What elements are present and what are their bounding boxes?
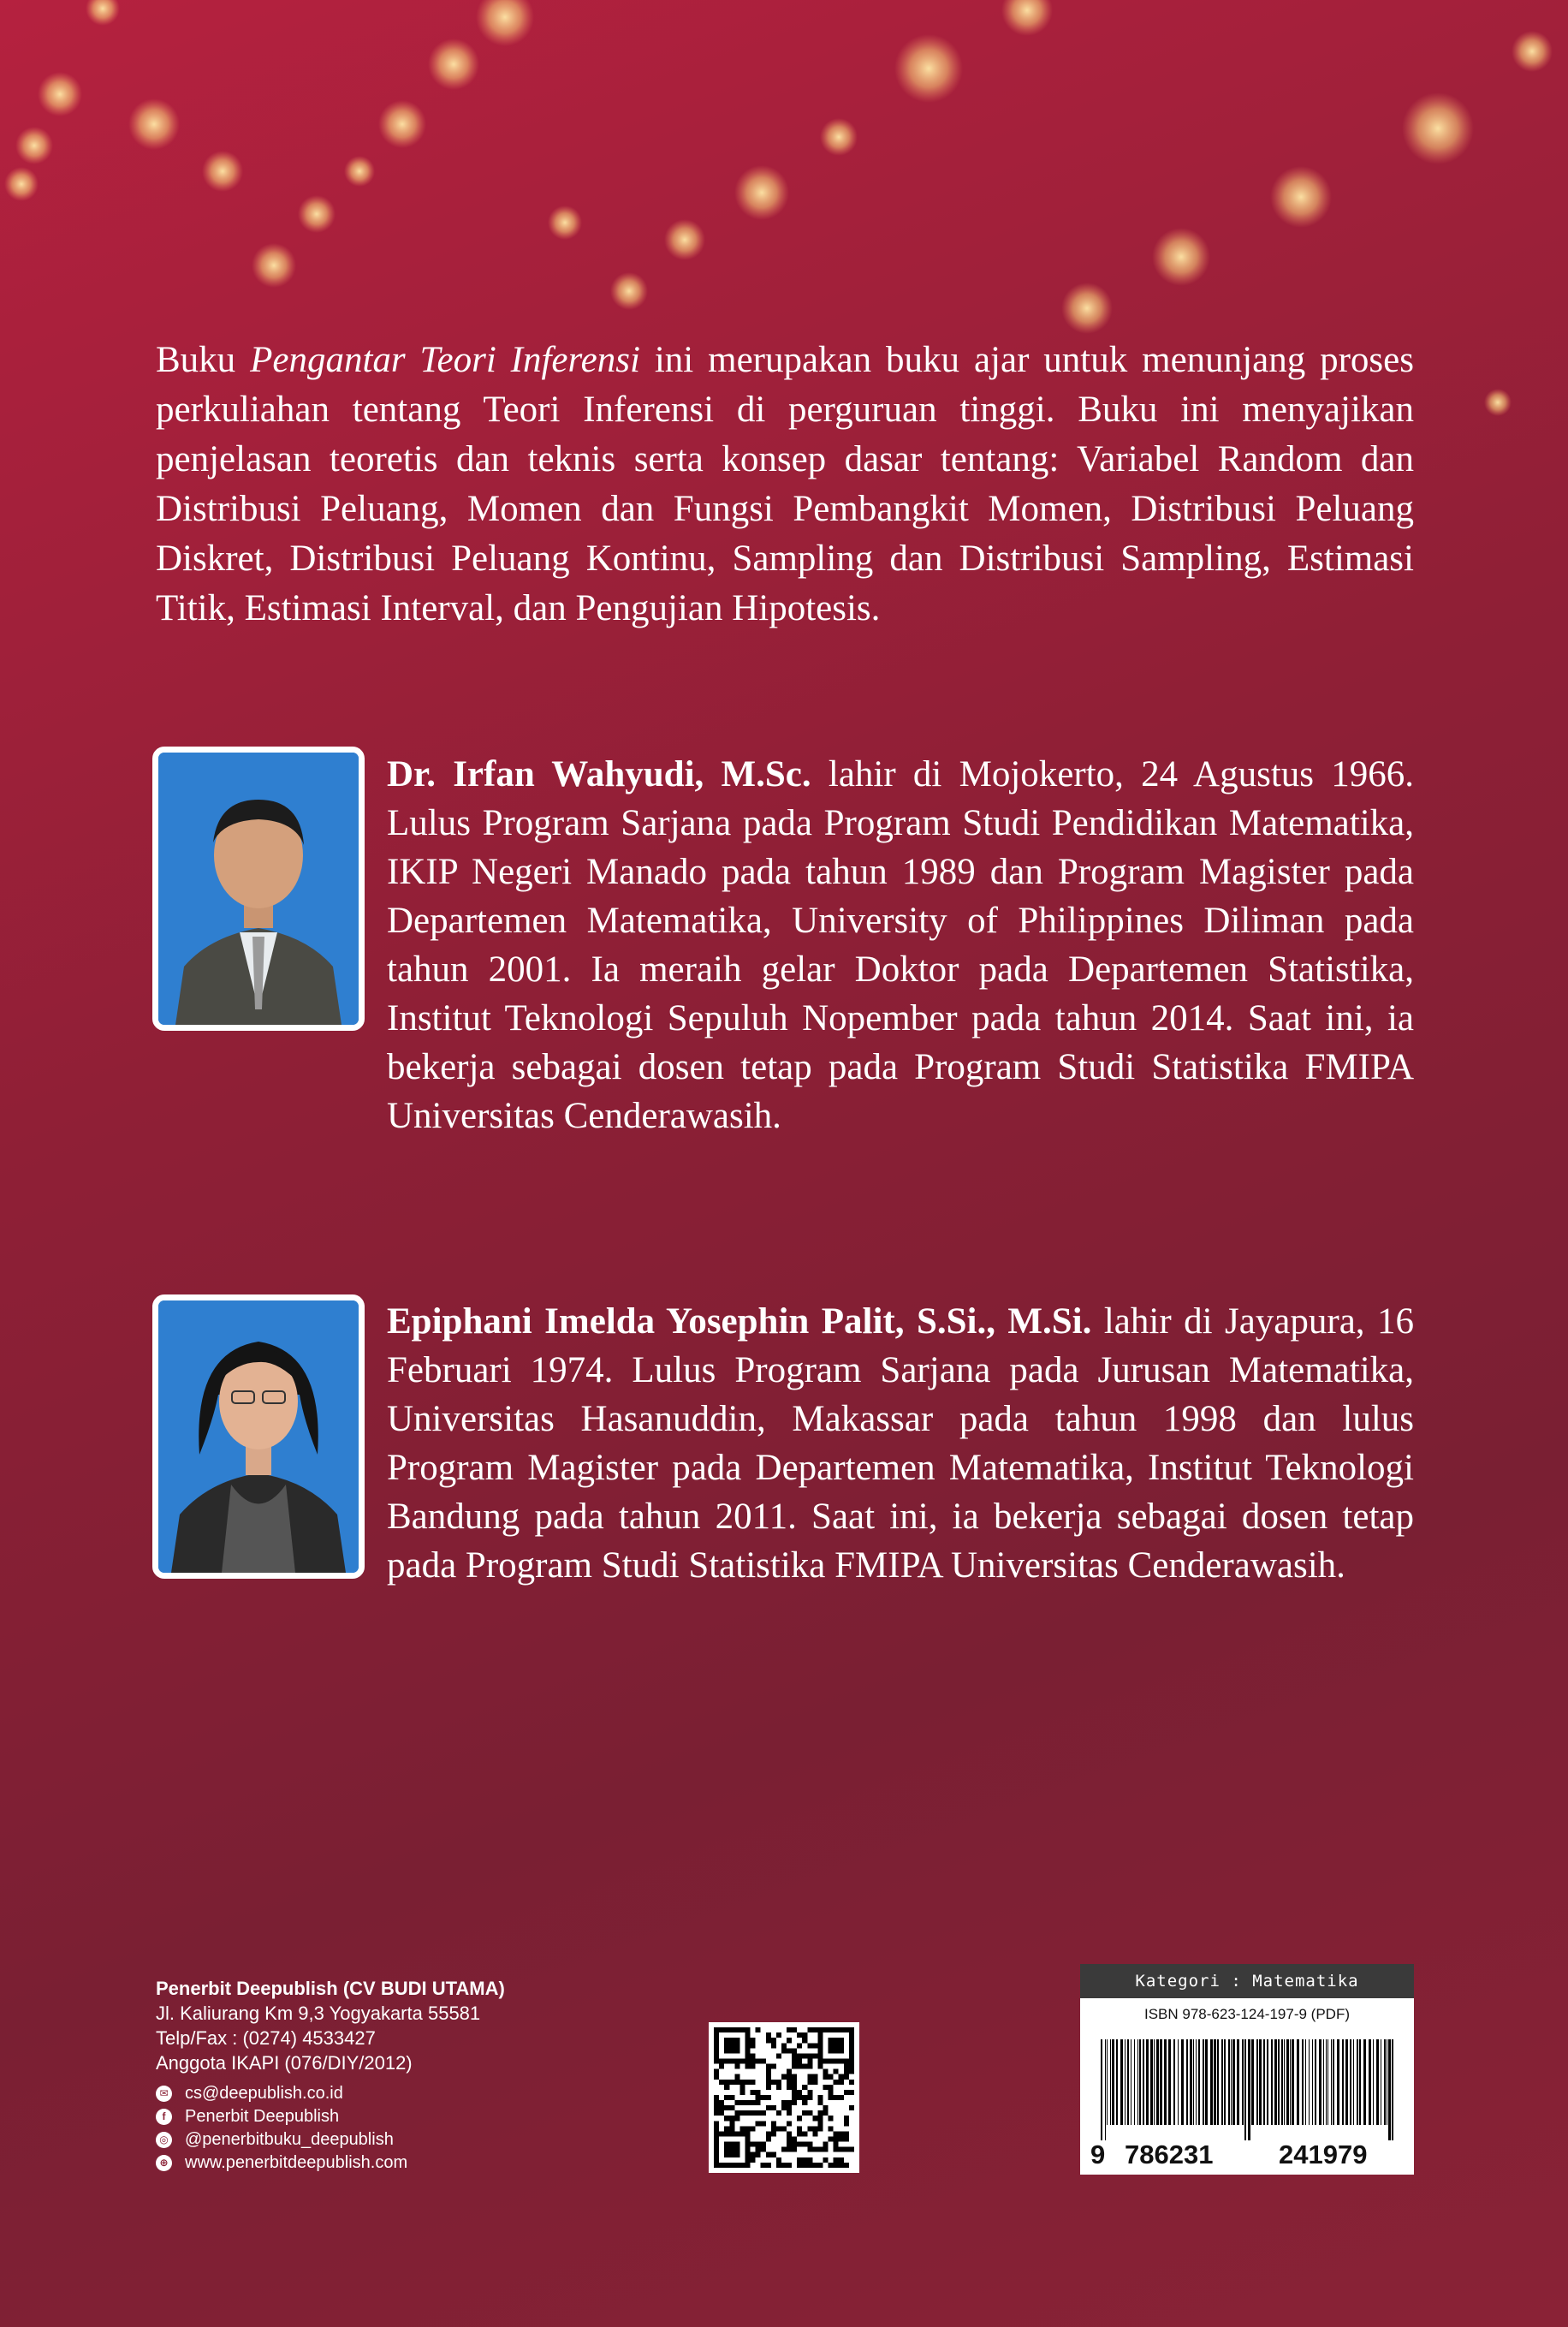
category-label: Kategori : Matematika	[1080, 1964, 1414, 1998]
isbn-digit-first: 9	[1090, 2140, 1106, 2169]
publisher-phone: Telp/Fax : (0274) 4533427	[156, 2027, 376, 2049]
author-photo-2	[152, 1294, 365, 1579]
author-bio-1	[387, 750, 1414, 1140]
contact-website-text: www.penerbitdeepublish.com	[185, 2153, 408, 2172]
isbn-digits-left: 786231	[1125, 2140, 1214, 2169]
facebook-icon: f	[156, 2109, 172, 2125]
publisher-name: Penerbit Deepublish (CV BUDI UTAMA)	[156, 1978, 505, 1999]
synopsis-paragraph	[156, 336, 1414, 634]
female-portrait-icon	[158, 1300, 359, 1573]
publisher-info	[156, 1976, 686, 2175]
qr-code	[709, 2022, 859, 2173]
contact-website	[156, 2151, 686, 2175]
isbn-digits	[1080, 2139, 1414, 2171]
publisher-member: Anggota IKAPI (076/DIY/2012)	[156, 2052, 413, 2074]
author-bio-text-1: lahir di Mojokerto, 24 Agustus 1966. Lulus Program Sarjana pada Program Studi Pendidikan Matematika, IKIP Negeri Manado pada tahun 1989 dan Program Magister pada Departemen Matematika, University of Philippines Diliman pada tahun 2001. Ia meraih gelar Doktor pada Departemen Statistika, Institut Teknologi Sepuluh Nopember pada tahun 2014. Saat ini, ia bekerja sebagai dosen tetap pada Program Studi Statistika FMIPA Universitas Cenderawasih.	[387, 754, 1414, 1136]
globe-icon: ⊕	[156, 2155, 172, 2171]
email-icon: ✉	[156, 2086, 172, 2102]
synopsis-prefix: Buku	[156, 340, 251, 380]
contact-instagram-text: @penerbitbuku_deepublish	[185, 2130, 394, 2149]
isbn-box	[1080, 1964, 1414, 2175]
contact-facebook-text: Penerbit Deepublish	[185, 2107, 340, 2126]
contact-email-text: cs@deepublish.co.id	[185, 2084, 343, 2103]
publisher-address: Jl. Kaliurang Km 9,3 Yogyakarta 55581	[156, 2003, 481, 2024]
synopsis-body: ini merupakan buku ajar untuk menunjang proses perkuliahan tentang Teori Inferensi di perguruan tinggi. Buku ini menyajikan penjelasan teoretis dan teknis serta konsep dasar tentang: Variabel Random dan Distribusi Peluang, Momen dan Fungsi Pembangkit Momen, Distribusi Peluang Diskret, Distribusi Peluang Kontinu, Sampling dan Distribusi Sampling, Estimasi Titik, Estimasi Interval, dan Pengujian Hipotesis.	[156, 340, 1414, 628]
publisher-contacts	[156, 2082, 686, 2175]
author-name-2: Epiphani Imelda Yosephin Palit, S.Si., M.Si.	[387, 1301, 1092, 1342]
contact-instagram	[156, 2128, 686, 2151]
isbn-digits-right: 241979	[1279, 2140, 1368, 2169]
author-bio-text-2: lahir di Jayapura, 16 Februari 1974. Lulus Program Sarjana pada Jurusan Matematika, Universitas Hasanuddin, Makassar pada tahun 1998 dan lulus Program Magister pada Departemen Matematika, Institut Teknologi Bandung pada tahun 2011. Saat ini, ia bekerja sebagai dosen tetap pada Program Studi Statistika FMIPA Universitas Cenderawasih.	[387, 1301, 1414, 1586]
contact-email	[156, 2082, 686, 2105]
isbn-number: ISBN 978-623-124-197-9 (PDF)	[1143, 2006, 1350, 2022]
book-title-italic: Pengantar Teori Inferensi	[250, 340, 640, 380]
male-portrait-icon	[158, 753, 359, 1025]
barcode	[1092, 2039, 1402, 2140]
author-name-1: Dr. Irfan Wahyudi, M.Sc.	[387, 754, 811, 795]
qr-code-icon	[709, 2022, 859, 2173]
contact-facebook	[156, 2105, 686, 2128]
author-photo-1	[152, 747, 365, 1031]
instagram-icon: ◎	[156, 2132, 172, 2148]
barcode-icon	[1092, 2039, 1402, 2140]
author-bio-2	[387, 1297, 1414, 1590]
